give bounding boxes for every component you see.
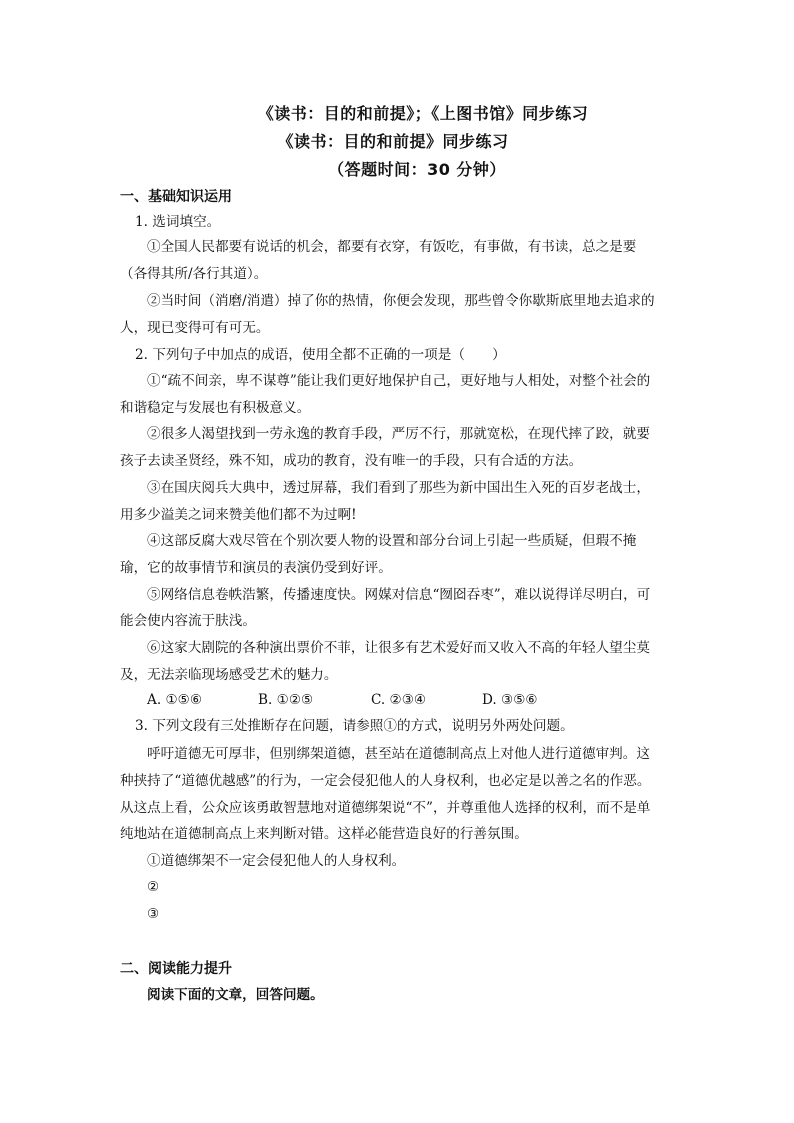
q3-passage-line2: 种挟持了“道德优越感”的行为，一定会侵犯他人的人身权利，也必定是以善之名的作恶。 — [120, 773, 651, 789]
q1-stem: 1. 选词填空。 — [135, 214, 221, 230]
q2-s1-line2: 和谐稳定与发展也有积极意义。 — [120, 400, 311, 416]
sub-title: 《读书：目的和前提》同步练习 — [277, 132, 509, 151]
section-1-heading: 一、基础知识运用 — [120, 189, 232, 205]
q3-answer-2: ② — [147, 879, 160, 895]
q3-answer-3: ③ — [147, 906, 160, 922]
q2-s1-line1: ①“疏不间亲，卑不谋尊”能让我们更好地保护自己，更好地与人相处，对整个社会的 — [147, 373, 651, 389]
q1-para1-line1: ①全国人民都要有说话的机会，都要有衣穿，有饭吃，有事做，有书读，总之是要 — [147, 239, 637, 255]
q2-s6-line1: ⑥这家大剧院的各种演出票价不菲，让很多有艺术爱好而又收入不高的年轻人望尘莫 — [147, 640, 650, 656]
q1-para2-line2: 人，现已变得可有可无。 — [120, 320, 270, 336]
q1-para1-line2: （各得其所/各行其道）。 — [120, 266, 268, 282]
q2-s6-line2: 及，无法亲临现场感受艺术的魅力。 — [120, 667, 338, 683]
q3-passage-line3: 从这点上看，公众应该勇敢智慧地对道德绑架说“不”，并尊重他人选择的权利，而不是单 — [120, 800, 651, 816]
q1-para2-line1: ②当时间（消磨/消遣）掉了你的热情，你便会发现，那些曾令你歇斯底里地去追求的 — [147, 293, 655, 309]
q3-passage-line4: 纯地站在道德制高点上来判断对错。这样必能营造良好的行善氛围。 — [120, 826, 528, 842]
section-2-heading: 二、阅读能力提升 — [120, 961, 232, 977]
main-title: 《读书：目的和前提》；《上图书馆》同步练习 — [257, 104, 589, 123]
q2-s3-line1: ③在国庆阅兵大典中，透过屏幕，我们看到了那些为新中国出生入死的百岁老战士， — [147, 480, 650, 496]
q2-s5-line2: 能会使内容流于肤浅。 — [120, 613, 256, 629]
q2-s4-line1: ④这部反腐大戏尽管在个别次要人物的设置和部分台词上引起一些质疑，但瑕不掩 — [147, 533, 637, 549]
q3-answer-1: ①道德绑架不一定会侵犯他人的人身权利。 — [147, 853, 406, 869]
q2-option-b: B. ①②⑤ — [258, 692, 314, 708]
q3-stem: 3. 下列文段有三处推断存在问题，请参照①的方式，说明另外两处问题。 — [135, 718, 574, 734]
q2-s3-line2: 用多少溢美之词来赞美他们都不为过啊! — [120, 507, 357, 523]
q2-option-a: A. ①⑤⑥ — [147, 692, 203, 708]
section-2-instruction: 阅读下面的文章，回答问题。 — [147, 987, 324, 1003]
q2-option-d: D. ③⑤⑥ — [482, 692, 538, 708]
q3-passage-line1: 呼吁道德无可厚非，但别绑架道德，甚至站在道德制高点上对他人进行道德审判。这 — [147, 746, 650, 762]
q2-s2-line2: 孩子去读圣贤经，殊不知，成功的教育，没有唯一的手段，只有合适的方法。 — [120, 453, 583, 469]
q2-s2-line1: ②很多人渴望找到一劳永逸的教育手段，严厉不行，那就宽松，在现代摔了跤，就要 — [147, 426, 650, 442]
q2-s4-line2: 瑜，它的故事情节和演员的表演仍受到好评。 — [120, 560, 392, 576]
q2-s5-line1: ⑤网络信息卷帙浩繁，传播速度快。网媒对信息“囫囵吞枣”，难以说得详尽明白，可 — [147, 587, 651, 603]
time-note: （答题时间：30 分钟） — [328, 160, 506, 179]
q2-option-c: C. ②③④ — [371, 692, 427, 708]
q2-stem: 2. 下列句子中加点的成语，使用全都不正确的一项是（ ） — [135, 347, 506, 363]
